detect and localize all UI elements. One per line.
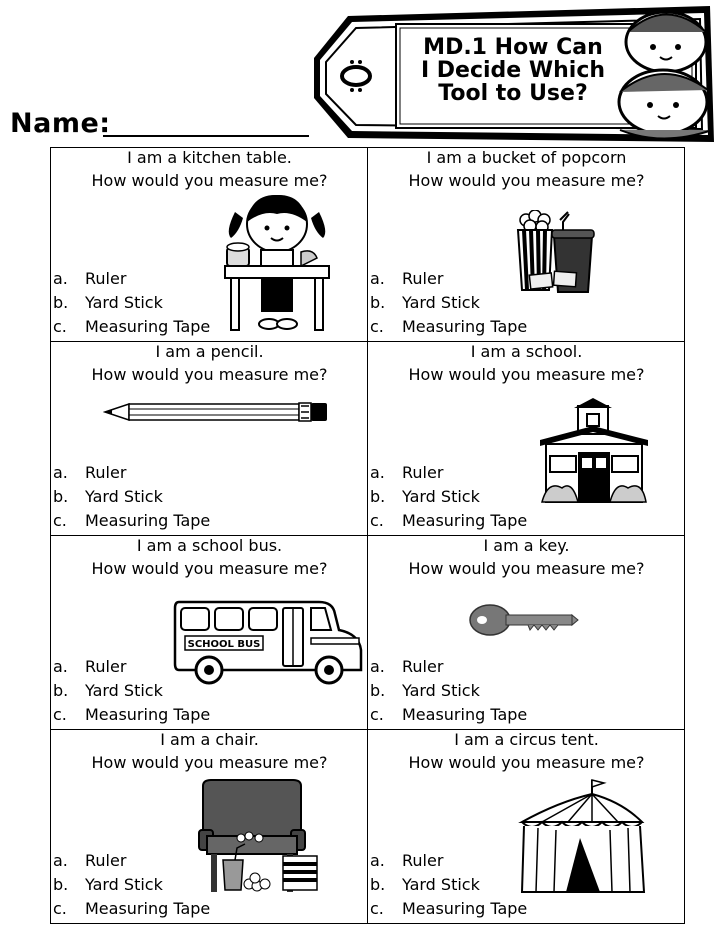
- option-text: Measuring Tape: [85, 899, 211, 918]
- option-letter: a.: [53, 657, 68, 676]
- option-text: Yard Stick: [85, 681, 163, 700]
- circus-tent-icon: [518, 778, 648, 896]
- option-text: Yard Stick: [85, 875, 163, 894]
- option-b[interactable]: [370, 486, 480, 508]
- option-letter: c.: [370, 317, 384, 336]
- question-text: How would you measure me?: [408, 365, 645, 384]
- option-b[interactable]: [53, 874, 163, 896]
- option-text: Measuring Tape: [85, 317, 211, 336]
- option-letter: a.: [370, 851, 385, 870]
- girl-at-table-icon: [221, 192, 333, 332]
- option-letter: b.: [370, 487, 386, 506]
- question-text: How would you measure me?: [408, 171, 645, 190]
- option-letter: c.: [53, 705, 67, 724]
- option-a[interactable]: [53, 268, 126, 290]
- option-text: Yard Stick: [402, 681, 480, 700]
- item-title: I am a key.: [483, 536, 570, 555]
- question-text: How would you measure me?: [91, 365, 328, 384]
- option-b[interactable]: [370, 680, 480, 702]
- option-text: Measuring Tape: [402, 899, 528, 918]
- option-text: Ruler: [85, 851, 127, 870]
- option-text: Measuring Tape: [402, 705, 528, 724]
- option-letter: b.: [53, 293, 69, 312]
- option-b[interactable]: [370, 292, 480, 314]
- option-c[interactable]: [370, 510, 527, 532]
- question-cell: [368, 730, 685, 924]
- name-input-line[interactable]: [103, 135, 309, 137]
- option-text: Ruler: [402, 269, 444, 288]
- title-line-2: I Decide Which: [420, 58, 606, 83]
- option-letter: b.: [370, 875, 386, 894]
- option-b[interactable]: [53, 292, 163, 314]
- key-icon: [468, 598, 580, 642]
- option-letter: c.: [53, 899, 67, 918]
- option-b[interactable]: [53, 680, 163, 702]
- title-line-1: MD.1 How Can: [423, 35, 603, 60]
- question-text: How would you measure me?: [408, 559, 645, 578]
- option-c[interactable]: [53, 510, 210, 532]
- option-letter: b.: [370, 293, 386, 312]
- popcorn-drink-icon: [516, 210, 600, 296]
- question-cell: [368, 342, 685, 536]
- bus-label: SCHOOL BUS: [187, 639, 261, 650]
- option-a[interactable]: [53, 656, 126, 678]
- option-a[interactable]: [370, 656, 443, 678]
- option-text: Ruler: [85, 463, 127, 482]
- option-letter: c.: [53, 317, 67, 336]
- name-label: Name:: [10, 108, 111, 139]
- option-c[interactable]: [53, 898, 210, 920]
- option-a[interactable]: [53, 850, 126, 872]
- question-text: How would you measure me?: [408, 753, 645, 772]
- question-text: How would you measure me?: [91, 753, 328, 772]
- option-text: Measuring Tape: [402, 317, 528, 336]
- question-cell: [368, 148, 685, 342]
- option-letter: a.: [370, 463, 385, 482]
- option-text: Yard Stick: [402, 293, 480, 312]
- worksheet-title: [398, 36, 628, 105]
- item-title: I am a pencil.: [155, 342, 264, 361]
- title-line-3: Tool to Use?: [438, 81, 588, 106]
- question-text: How would you measure me?: [91, 559, 328, 578]
- option-text: Ruler: [85, 657, 127, 676]
- option-text: Yard Stick: [402, 487, 480, 506]
- question-cell: [51, 342, 368, 536]
- option-letter: b.: [370, 681, 386, 700]
- question-cell: [368, 536, 685, 730]
- option-c[interactable]: [370, 316, 527, 338]
- item-title: I am a kitchen table.: [127, 148, 292, 167]
- school-bus-icon: [171, 598, 365, 686]
- option-text: Yard Stick: [85, 487, 163, 506]
- option-text: Ruler: [85, 269, 127, 288]
- option-a[interactable]: [370, 850, 443, 872]
- option-a[interactable]: [370, 268, 443, 290]
- option-letter: c.: [370, 511, 384, 530]
- option-text: Ruler: [402, 657, 444, 676]
- option-letter: a.: [370, 269, 385, 288]
- theater-chair-icon: [197, 778, 321, 894]
- option-letter: a.: [53, 851, 68, 870]
- option-letter: c.: [370, 705, 384, 724]
- question-text: How would you measure me?: [91, 171, 328, 190]
- option-letter: a.: [370, 657, 385, 676]
- option-letter: c.: [53, 511, 67, 530]
- option-c[interactable]: [370, 898, 527, 920]
- pencil-icon: [103, 402, 329, 422]
- option-letter: b.: [53, 487, 69, 506]
- option-text: Ruler: [402, 463, 444, 482]
- option-letter: a.: [53, 269, 68, 288]
- question-cell: [51, 536, 368, 730]
- option-a[interactable]: [53, 462, 126, 484]
- worksheet-grid: [50, 147, 685, 924]
- option-a[interactable]: [370, 462, 443, 484]
- option-text: Ruler: [402, 851, 444, 870]
- option-letter: a.: [53, 463, 68, 482]
- school-building-icon: [538, 396, 650, 504]
- item-title: I am a chair.: [160, 730, 259, 749]
- option-c[interactable]: [53, 704, 210, 726]
- option-text: Yard Stick: [402, 875, 480, 894]
- option-text: Yard Stick: [85, 293, 163, 312]
- option-b[interactable]: [53, 486, 163, 508]
- item-title: I am a bucket of popcorn: [426, 148, 627, 167]
- option-c[interactable]: [53, 316, 210, 338]
- item-title: I am a circus tent.: [454, 730, 599, 749]
- question-cell: [51, 730, 368, 924]
- item-title: I am a school.: [470, 342, 583, 361]
- option-text: Measuring Tape: [85, 705, 211, 724]
- option-text: Measuring Tape: [402, 511, 528, 530]
- option-text: Measuring Tape: [85, 511, 211, 530]
- item-title: I am a school bus.: [136, 536, 283, 555]
- option-letter: b.: [53, 681, 69, 700]
- option-letter: c.: [370, 899, 384, 918]
- option-c[interactable]: [370, 704, 527, 726]
- option-b[interactable]: [370, 874, 480, 896]
- option-letter: b.: [53, 875, 69, 894]
- question-cell: [51, 148, 368, 342]
